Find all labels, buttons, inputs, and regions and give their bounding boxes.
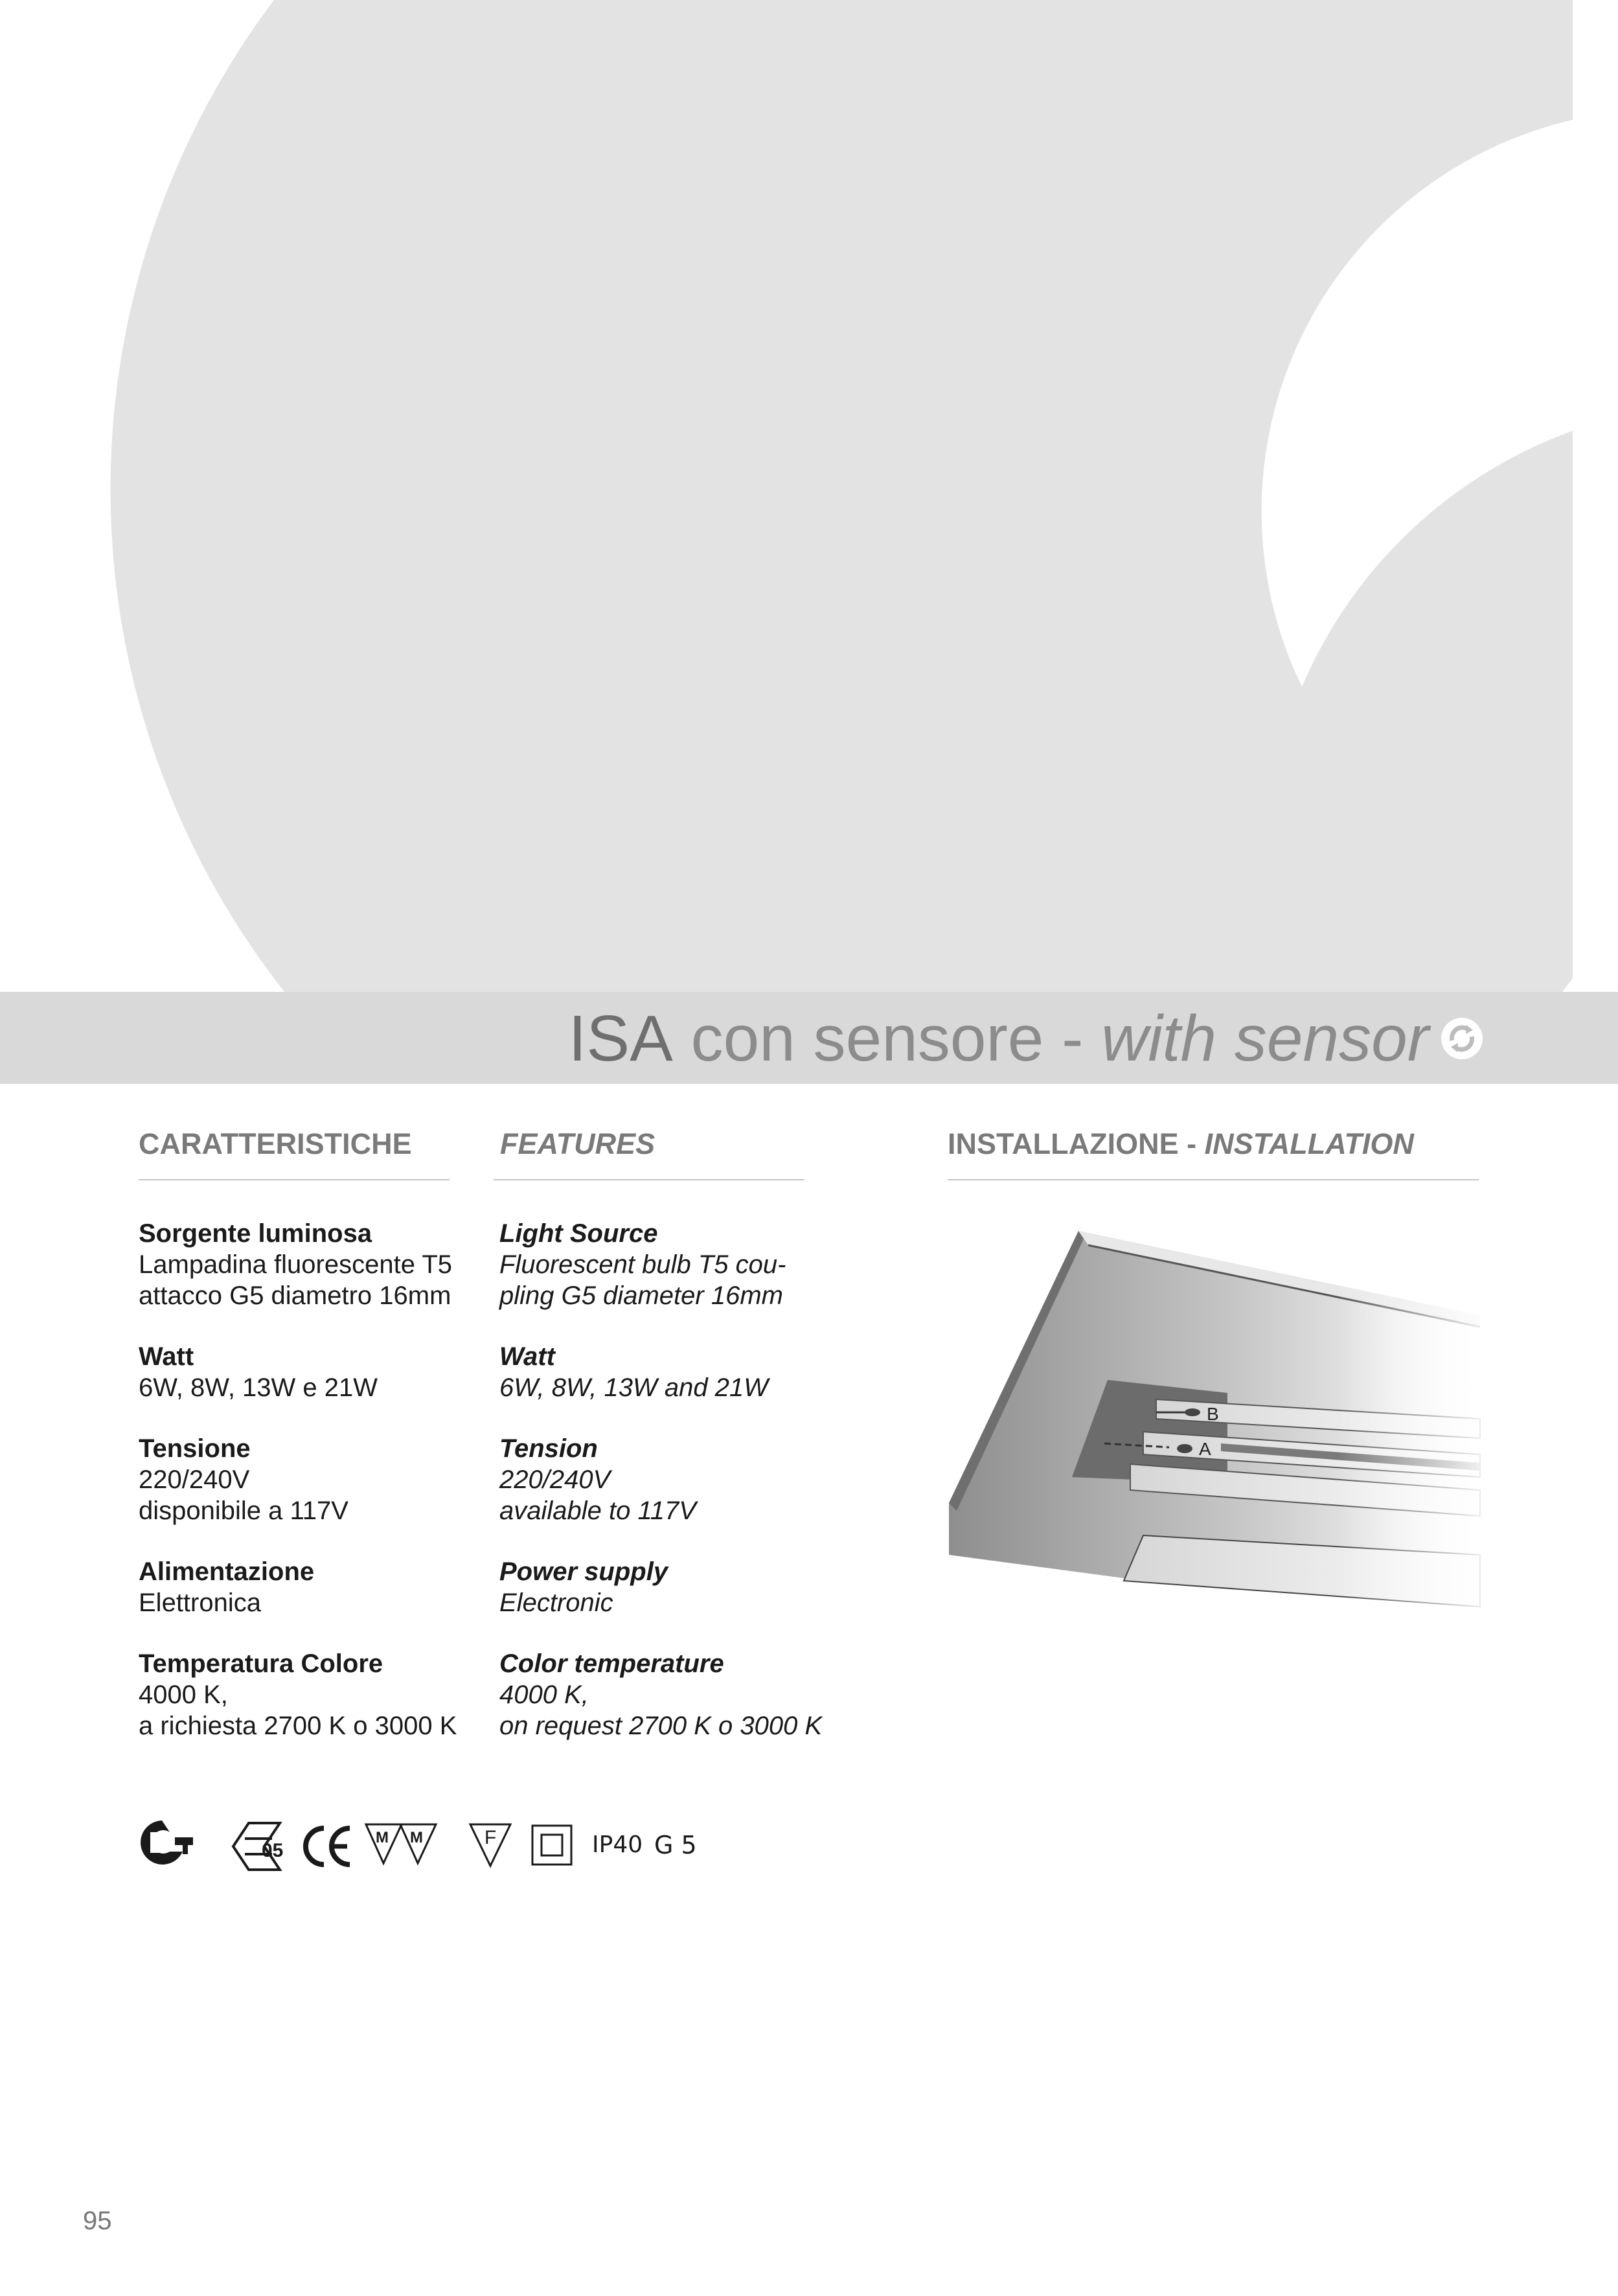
class-ii-icon [532,1826,571,1865]
page-number: 95 [83,2207,112,2235]
specs-italian [139,1218,488,1771]
spec-item [139,1433,488,1526]
decorative-outer-arc [111,0,1573,998]
spec-value: 6W, 8W, 13W and 21W [499,1373,768,1402]
spec-label: Tensione [139,1434,251,1463]
mm-mark-icon [366,1824,436,1863]
spec-label: Tension [499,1434,598,1463]
spec-item [499,1556,849,1618]
ip-rating: IP40 [592,1831,643,1858]
spec-item [139,1648,488,1741]
spec-item [139,1341,488,1403]
enec-number: 05 [262,1840,284,1861]
title-middle: con sensore - [672,1002,1102,1075]
header-installation-italic: INSTALLATION [1204,1127,1414,1160]
spec-value: Electronic [499,1589,613,1617]
spec-value: a richiesta 2700 K o 3000 K [139,1712,457,1740]
pct-mark-icon [141,1820,193,1865]
header-installation-prefix: INSTALLAZIONE - [948,1127,1205,1160]
screw-b-icon [1185,1408,1200,1416]
header-installation [948,1125,1414,1164]
spec-value: Elettronica [139,1589,261,1617]
spec-label: Watt [139,1342,194,1371]
illustration-fade [1338,1218,1499,1633]
spec-label: Sorgente luminosa [139,1219,372,1248]
rule-features [494,1179,804,1180]
spec-value: available to 117V [499,1497,696,1525]
spec-value: 4000 K, [139,1681,228,1709]
spec-label: Alimentazione [139,1557,315,1586]
label-b: B [1207,1404,1219,1424]
sensor-icon [1439,1016,1485,1061]
spec-value: 6W, 8W, 13W e 21W [139,1373,378,1402]
page-title [569,1003,1485,1074]
spec-label: Temperatura Colore [139,1649,383,1678]
spec-value: Fluorescent bulb T5 cou- [499,1250,786,1279]
spec-value: disponibile a 117V [139,1497,348,1525]
f-letter: F [484,1827,497,1848]
spec-value: pling G5 diameter 16mm [499,1281,783,1310]
title-italic: with sensor [1101,1002,1429,1075]
spec-item [499,1433,849,1526]
installation-illustration [949,1218,1499,1633]
f-mark-icon [470,1824,510,1866]
enec-05-mark-icon [233,1823,283,1870]
spec-value: on request 2700 K o 3000 K [499,1712,823,1740]
m-letter-1: M [376,1829,389,1846]
ce-mark-icon [306,1828,350,1865]
spec-item [499,1648,849,1741]
spec-value: attacco G5 diametro 16mm [139,1281,451,1310]
specs-english [499,1218,849,1771]
spec-label: Color temperature [499,1649,724,1678]
header-caratteristiche: CARATTERISTICHE [139,1127,412,1160]
spec-item [139,1556,488,1618]
spec-value: 220/240V [139,1465,250,1494]
spec-value: Lampadina fluorescente T5 [139,1250,453,1279]
m-letter-2: M [410,1829,423,1846]
rule-installation [948,1179,1479,1180]
screw-a-icon [1177,1444,1192,1453]
spec-label: Light Source [499,1219,658,1248]
header-features: FEATURES [500,1127,655,1160]
socket-type: G 5 [654,1831,697,1859]
spec-item [139,1218,488,1311]
title-product: ISA [568,1002,673,1075]
spec-label: Watt [499,1342,555,1371]
spec-label: Power supply [499,1557,668,1586]
spec-item [499,1218,849,1311]
rule-caratteristiche [139,1179,450,1180]
spec-item [499,1341,849,1403]
spec-value: 220/240V [499,1465,611,1494]
label-a: A [1199,1439,1211,1459]
spec-value: 4000 K, [499,1681,589,1709]
decorative-arcs [0,0,1618,998]
